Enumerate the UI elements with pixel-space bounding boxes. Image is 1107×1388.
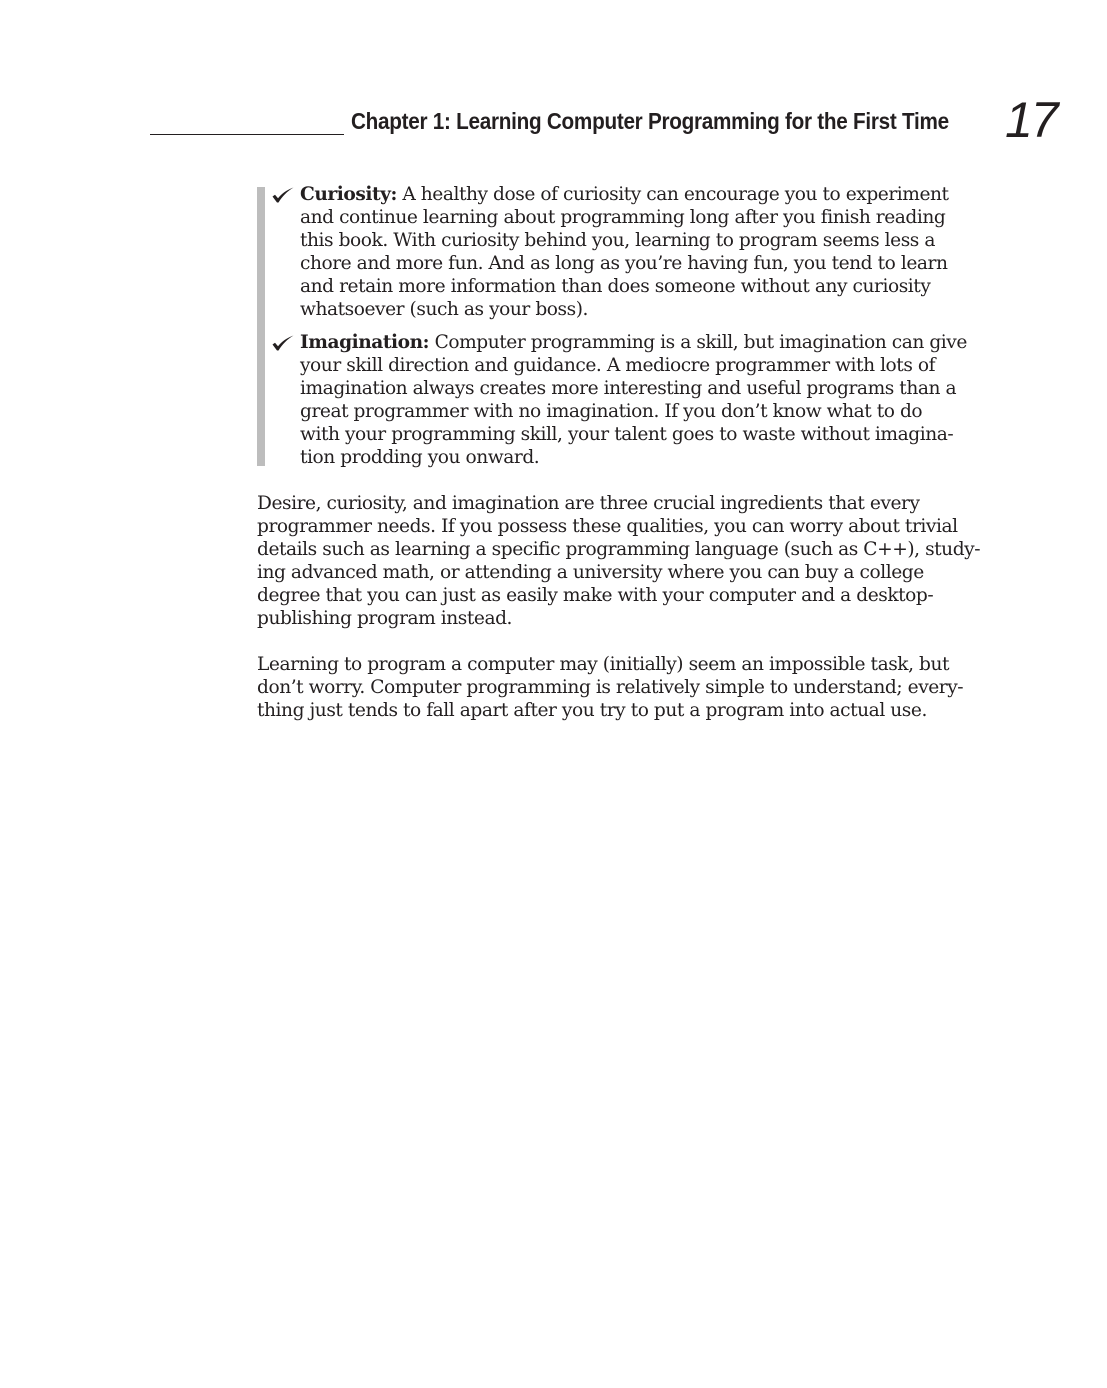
check-icon [272, 187, 294, 203]
paragraph-line: publishing program instead. [257, 607, 513, 629]
paragraph-line: ing advanced math, or attending a university where you can buy a college [257, 561, 924, 583]
bullet-text: Computer programming is a skill, but imagination can give [434, 332, 967, 354]
paragraph-line: don’t worry. Computer programming is relatively simple to understand; every- [257, 676, 964, 698]
paragraph-line: details such as learning a specific programming language (such as C++), study- [257, 538, 981, 560]
bullet-term: Imagination: [300, 332, 430, 354]
check-icon [272, 335, 294, 351]
chapter-title: Chapter 1: Learning Computer Programming for the First Time [351, 108, 949, 134]
paragraph-line: programmer needs. If you possess these qualities, you can worry about trivial [257, 515, 958, 537]
bullet-line: chore and more fun. And as long as you’re having fun, you tend to learn [300, 252, 948, 274]
bullet-line: and continue learning about programming long after you finish reading [300, 206, 946, 228]
body-paragraph [257, 493, 981, 630]
paragraph-line: degree that you can just as easily make with your computer and a desktop- [257, 584, 934, 606]
bullet-list [272, 184, 967, 470]
running-header [150, 92, 1060, 152]
bullet-line: imagination always creates more interesting and useful programs than a [300, 378, 957, 400]
bullet-line: great programmer with no imagination. If you don’t know what to do [300, 401, 923, 423]
paragraph-line: Desire, curiosity, and imagination are three crucial ingredients that every [257, 493, 920, 514]
bullet-line: and retain more information than does someone without any curiosity [300, 275, 931, 297]
bullet-term: Curiosity: [300, 184, 397, 205]
bullet-line: your skill direction and guidance. A mediocre programmer with lots of [300, 355, 936, 377]
bullet-item-imagination [272, 332, 967, 469]
bullet-item-curiosity [272, 184, 962, 321]
bullet-text: A healthy dose of curiosity can encourage you to experiment [402, 184, 949, 205]
bullet-line [300, 184, 962, 207]
paragraph-line: Learning to program a computer may (initially) seem an impossible task, but [257, 654, 950, 675]
bullet-line: with your programming skill, your talent goes to waste without imagina- [300, 424, 954, 446]
bullet-line [300, 332, 967, 355]
bullet-line: tion prodding you onward. [300, 446, 540, 468]
header-rule [150, 134, 344, 135]
sidebar-bar [257, 187, 265, 466]
body-paragraph [257, 654, 967, 723]
bullet-line: this book. With curiosity behind you, learning to program seems less a [300, 229, 935, 251]
paragraph-line: thing just tends to fall apart after you try to put a program into actual use. [257, 699, 927, 721]
bullet-line: whatsoever (such as your boss). [300, 298, 588, 320]
page-number: 17 [1005, 92, 1057, 148]
